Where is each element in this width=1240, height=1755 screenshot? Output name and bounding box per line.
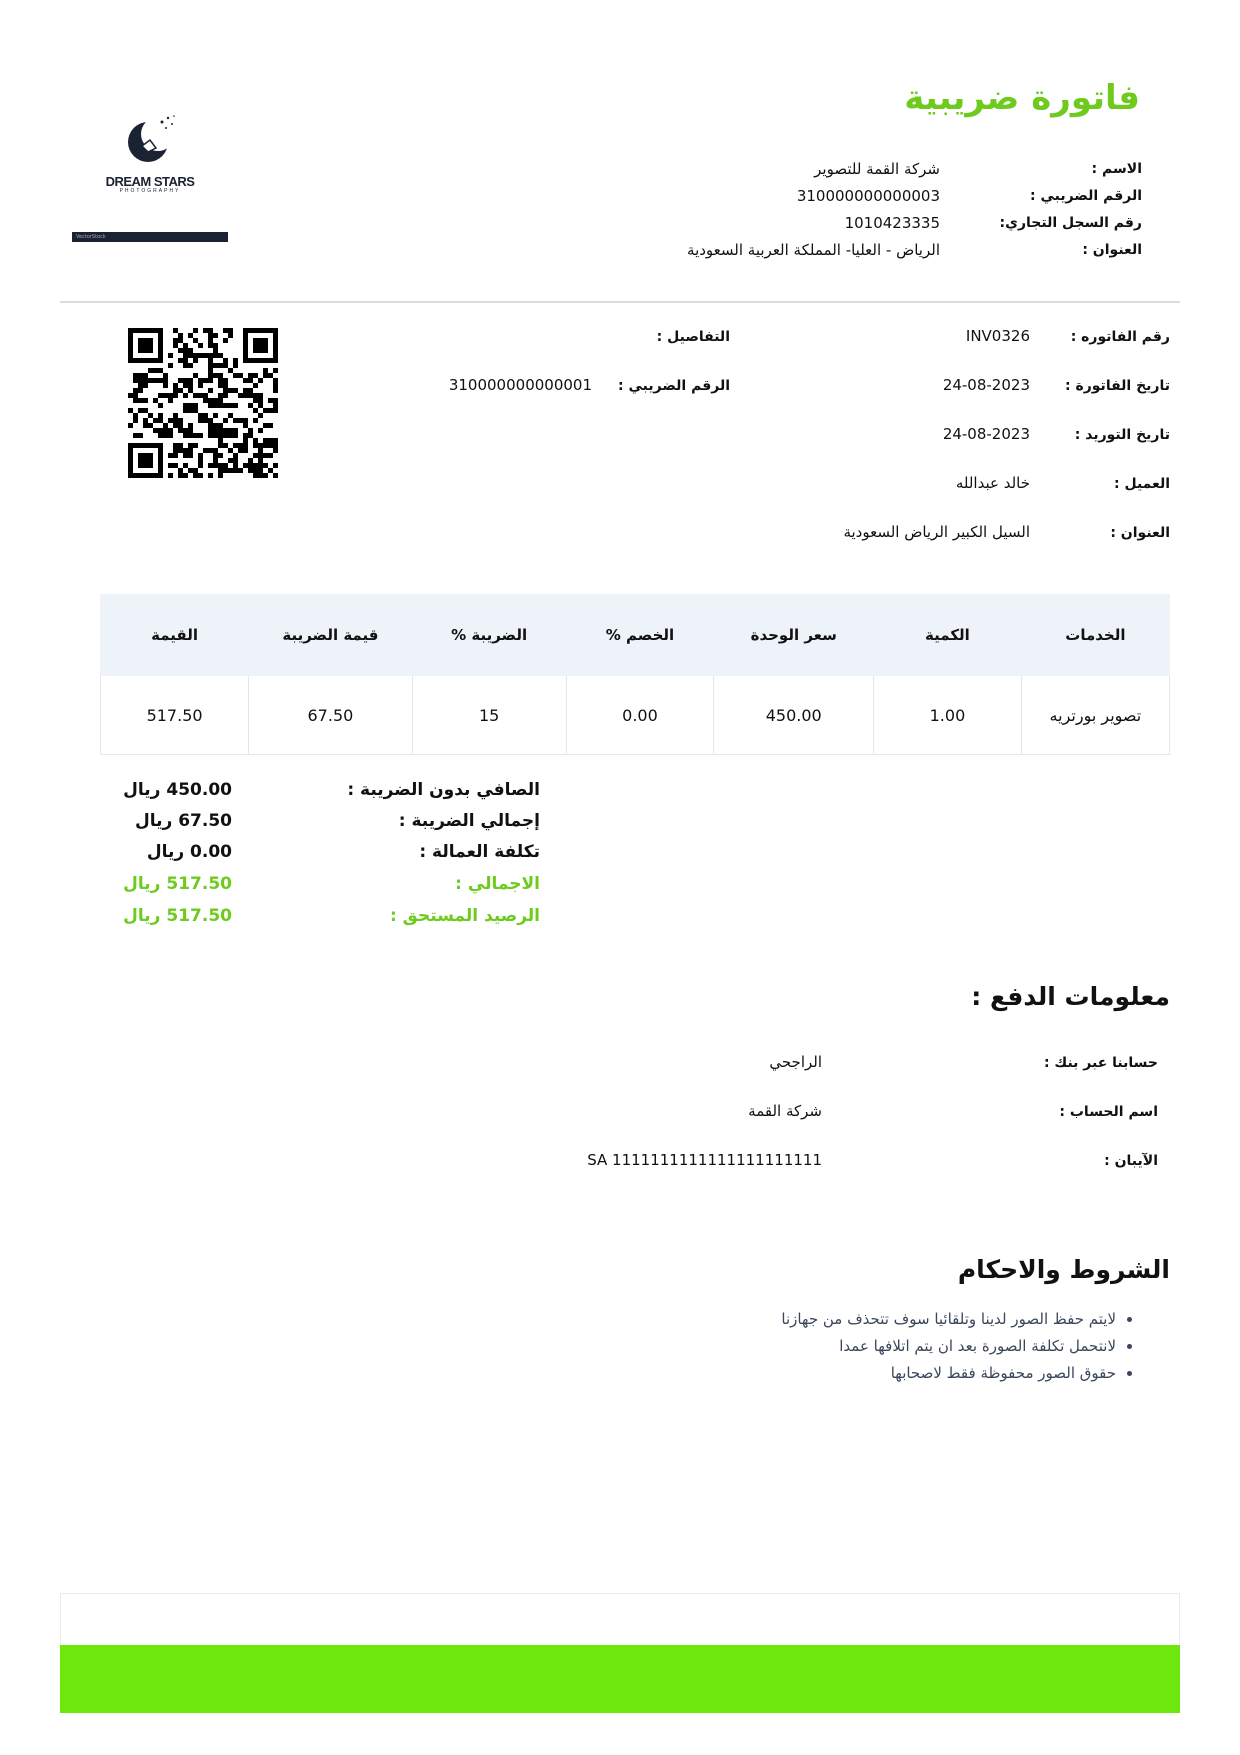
bank-name: الراجحي — [769, 1053, 822, 1071]
column-header: سعر الوحدة — [714, 595, 874, 676]
total-value: 517.50 ريال — [123, 874, 232, 894]
footer-bar — [60, 1645, 1180, 1713]
account-name: شركة القمة — [748, 1102, 822, 1120]
account-label: اسم الحساب : — [1059, 1104, 1158, 1120]
company-tax-number: 310000000000003 — [796, 187, 940, 205]
column-header: القيمة — [101, 595, 249, 676]
column-header: الكمية — [874, 595, 1022, 676]
client-tax-label: الرقم الضريبي : — [618, 378, 730, 394]
client-address-label: العنوان : — [1110, 525, 1170, 541]
header-divider — [60, 301, 1180, 303]
qr-code-icon — [128, 328, 278, 478]
invoice-date-label: تاريخ الفاتورة : — [1064, 378, 1170, 394]
logo-subtitle: PHOTOGRAPHY — [119, 188, 181, 194]
client-tax-number: 310000000000001 — [448, 376, 592, 394]
invoice-date: 24-08-2023 — [942, 376, 1030, 394]
due-value: 517.50 ريال — [123, 906, 232, 926]
table-cell: 0.00 — [566, 676, 714, 755]
invoice-number-label: رقم الفاتوره : — [1070, 329, 1170, 345]
bank-label: حسابنا عبر بنك : — [1043, 1055, 1158, 1071]
net-value: 450.00 ريال — [123, 780, 232, 800]
vat-value: 67.50 ريال — [134, 811, 232, 831]
company-tax-label: الرقم الضريبي : — [1030, 188, 1142, 204]
items-table — [100, 594, 1170, 755]
labor-label: تكلفة العمالة : — [419, 842, 540, 862]
company-cr-label: رقم السجل التجاري: — [999, 215, 1142, 231]
client-name: خالد عبدالله — [955, 474, 1030, 492]
company-address-label: العنوان : — [1082, 242, 1142, 258]
company-name-label: الاسم : — [1091, 161, 1142, 177]
list-item: • لايتم حفظ الصور لدينا وتلقائيا سوف تتحذف من جهازنا — [781, 1310, 1116, 1328]
column-header: الخصم % — [566, 595, 714, 676]
iban-value: SA 1111111111111111111111 — [587, 1151, 822, 1169]
invoice-title: فاتورة ضريبية — [904, 78, 1140, 118]
company-name: شركة القمة للتصوير — [814, 160, 940, 178]
table-header-row — [101, 595, 1170, 676]
supply-date: 24-08-2023 — [942, 425, 1030, 443]
qr-code — [128, 328, 278, 478]
logo-brand: DREAM STARS — [105, 174, 195, 189]
table-cell: 517.50 — [101, 676, 249, 755]
table-row — [101, 676, 1170, 755]
table-cell: تصوير بورتريه — [1021, 676, 1169, 755]
payment-title: معلومات الدفع : — [971, 982, 1170, 1011]
client-address: السيل الكبير الرياض السعودية — [843, 523, 1030, 541]
vat-label: إجمالي الضريبة : — [398, 811, 540, 831]
labor-value: 0.00 ريال — [146, 842, 232, 862]
company-address: الرياض - العليا- المملكة العربية السعودية — [687, 241, 940, 259]
column-header: قيمة الضريبة — [249, 595, 413, 676]
logo-watermark-strip: VectorStock — [72, 232, 228, 242]
list-item: • لانتحمل تكلفة الصورة بعد ان يتم اتلافها عمدا — [781, 1337, 1116, 1355]
table-cell: 1.00 — [874, 676, 1022, 755]
client-label: العميل : — [1113, 476, 1170, 492]
table-cell: 67.50 — [249, 676, 413, 755]
total-label: الاجمالي : — [455, 874, 540, 894]
company-logo — [70, 112, 230, 242]
table-cell: 15 — [412, 676, 566, 755]
company-cr-number: 1010423335 — [844, 214, 940, 232]
invoice-number: INV0326 — [965, 327, 1030, 345]
column-header: الخدمات — [1021, 595, 1169, 676]
footer-blank-area — [60, 1593, 1180, 1645]
list-item: • حقوق الصور محفوظة فقط لاصحابها — [781, 1364, 1116, 1382]
due-label: الرصيد المستحق : — [389, 906, 540, 926]
table-cell: 450.00 — [714, 676, 874, 755]
column-header: الضريبة % — [412, 595, 566, 676]
terms-title: الشروط والاحكام — [957, 1255, 1170, 1284]
terms-list — [781, 1310, 1138, 1391]
details-label: التفاصيل : — [656, 329, 730, 345]
supply-date-label: تاريخ التوريد : — [1074, 427, 1170, 443]
net-label: الصافي بدون الضريبة : — [347, 780, 540, 800]
iban-label: الآيبان : — [1104, 1153, 1158, 1169]
